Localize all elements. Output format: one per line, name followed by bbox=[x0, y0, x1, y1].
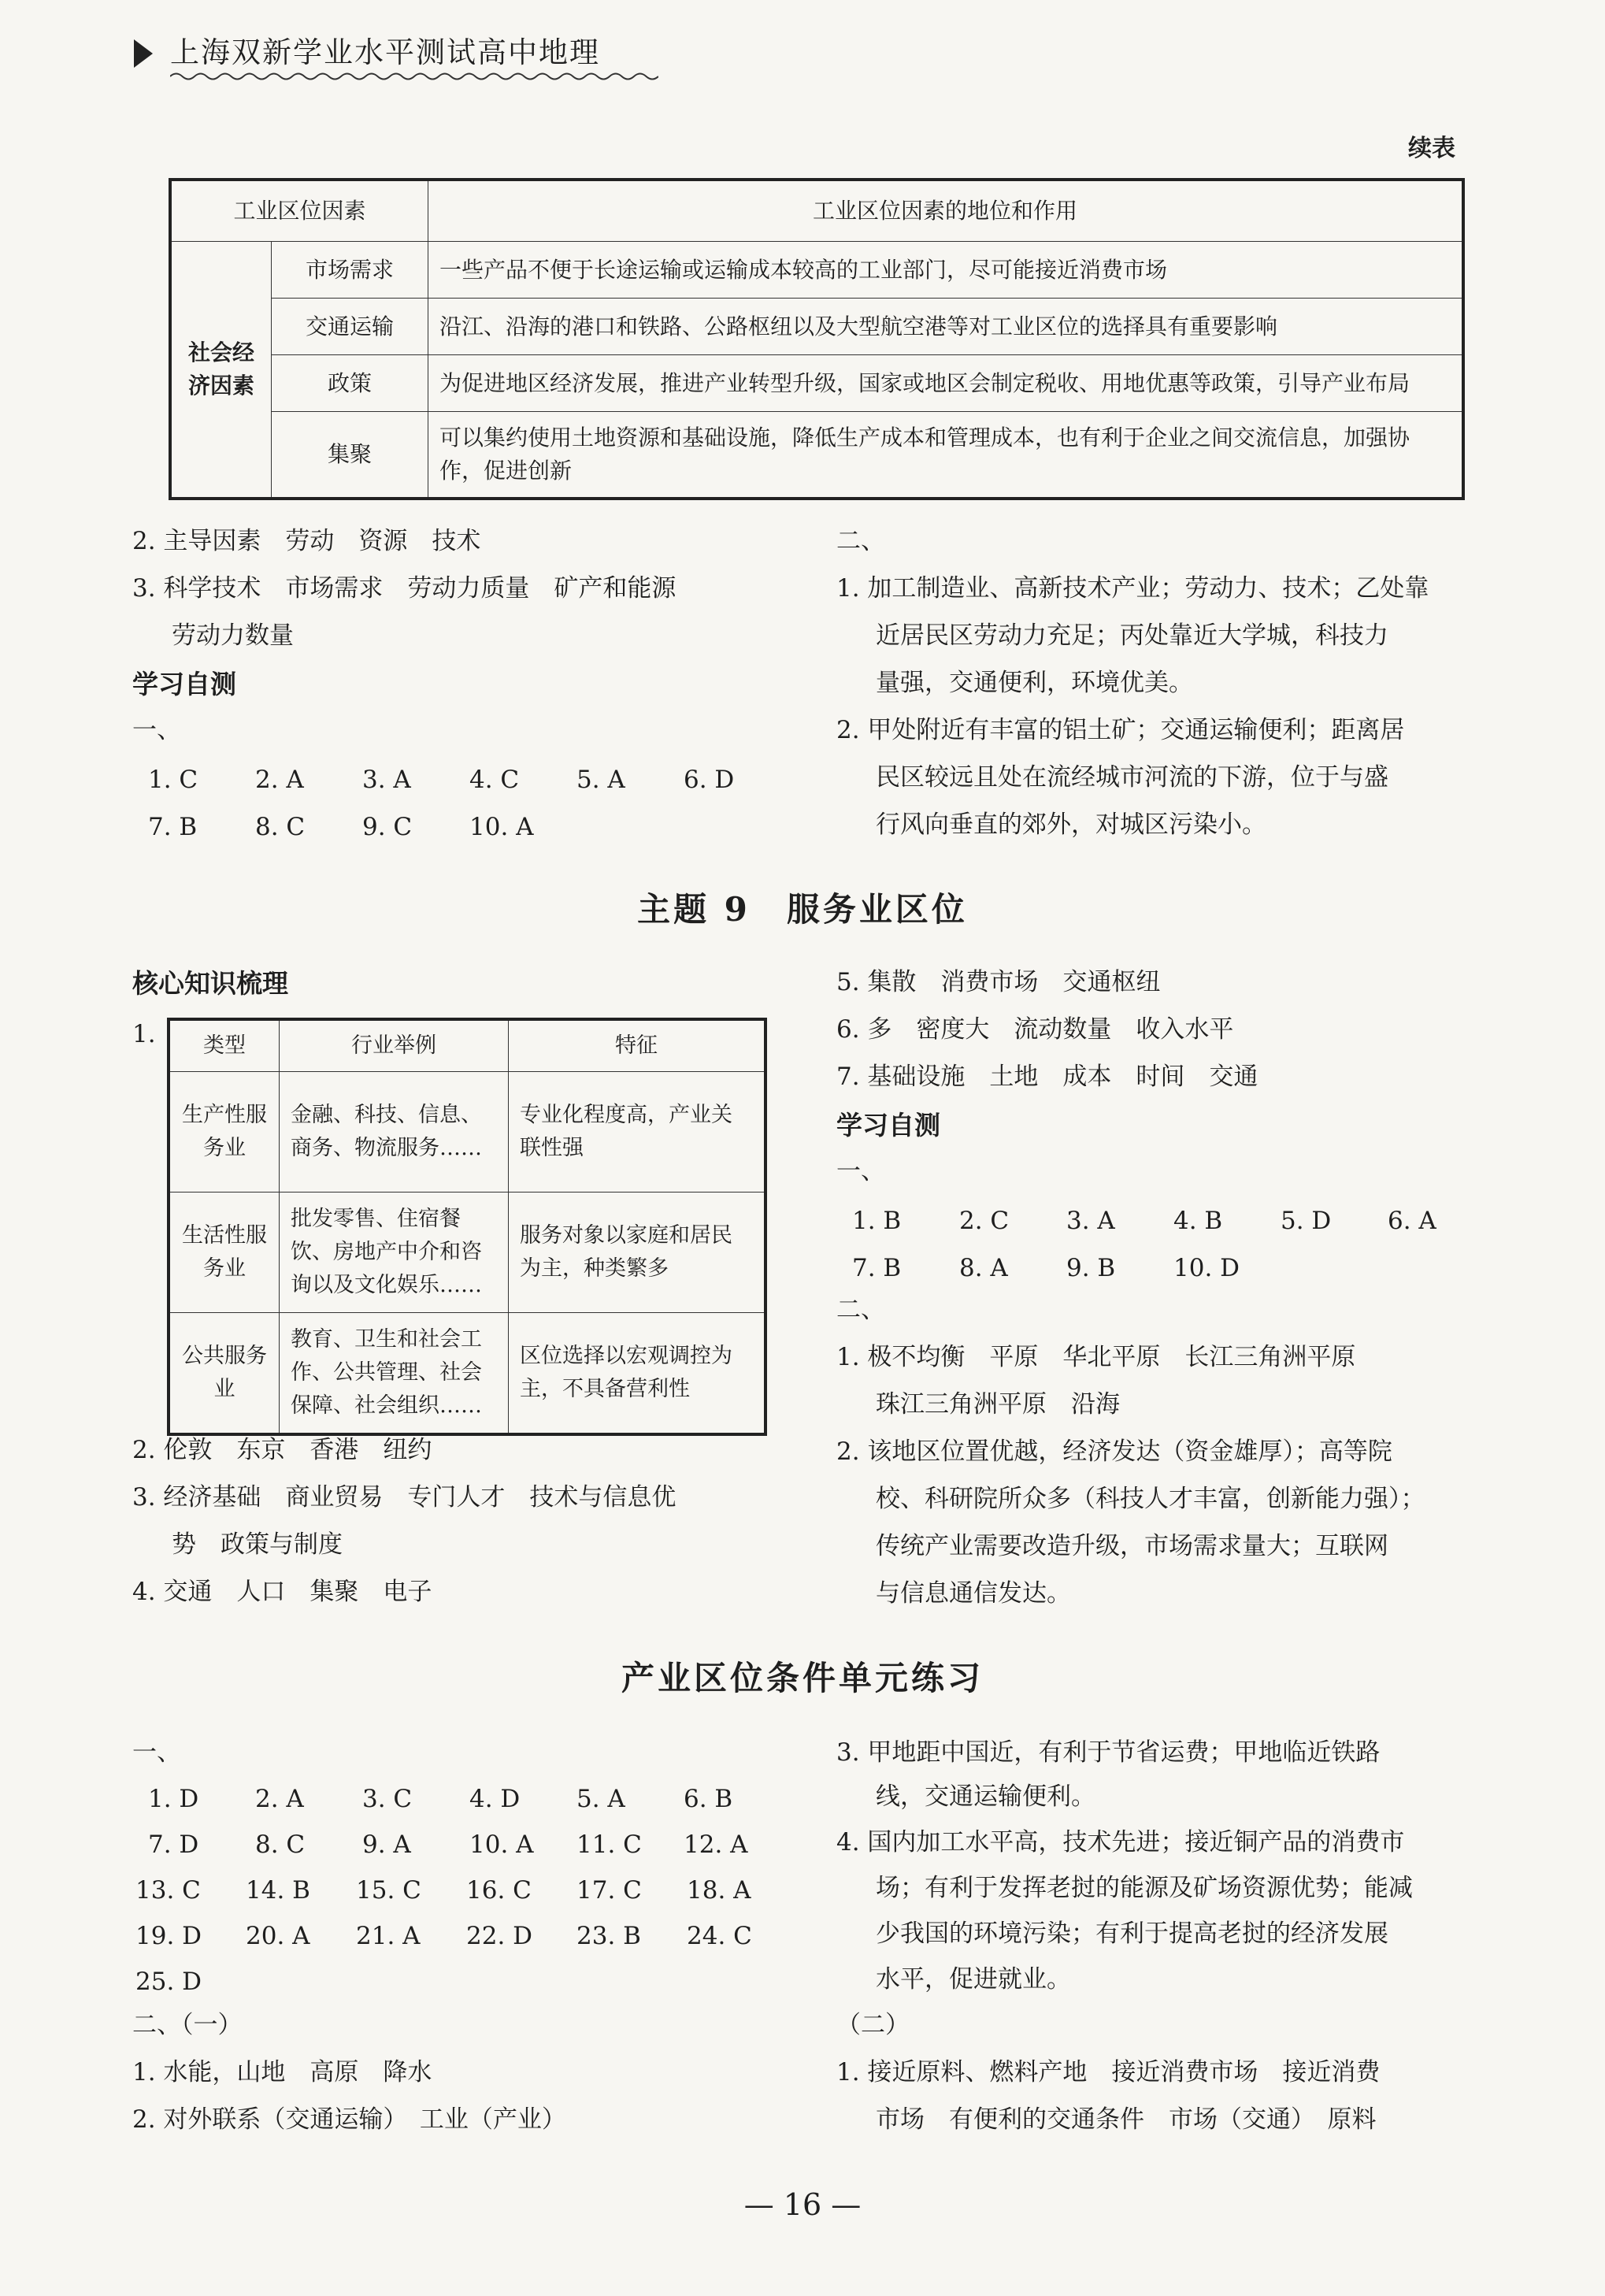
answer-line: 场；有利于发挥老挝的能源及矿场资源优势；能减 bbox=[876, 1874, 1413, 1902]
table1-header-factor: 工业区位因素 bbox=[170, 180, 428, 242]
answer-line: 与信息通信发达。 bbox=[876, 1579, 1071, 1608]
mc-answer-row bbox=[852, 1254, 1281, 1282]
table2-header-type: 类型 bbox=[169, 1019, 280, 1072]
self-test-heading: 学习自测 bbox=[836, 1110, 940, 1141]
unit-exercise-title: 产业区位条件单元练习 bbox=[621, 1659, 984, 1697]
mc-answer: 8. A bbox=[959, 1254, 1008, 1282]
table2-header-feature: 特征 bbox=[509, 1019, 766, 1072]
mc-answer-row bbox=[148, 1830, 791, 1859]
answer-line: 5. 集散 消费市场 交通枢纽 bbox=[836, 968, 1161, 996]
mc-answer: 3. A bbox=[362, 766, 411, 794]
answer-line: 1. 接近原料、燃料产地 接近消费市场 接近消费 bbox=[836, 2058, 1381, 2086]
item-number: 1. bbox=[132, 1020, 156, 1048]
answer-line: 1. 水能，山地 高原 降水 bbox=[132, 2058, 432, 2086]
mc-answer: 3. A bbox=[1066, 1207, 1115, 1235]
answer-line: 6. 多 密度大 流动数量 收入水平 bbox=[836, 1015, 1234, 1044]
answer-line: 1. 加工制造业、高新技术产业；劳动力、技术；乙处靠 bbox=[836, 574, 1429, 603]
mc-answer: 6. A bbox=[1388, 1207, 1436, 1235]
mc-answer: 25. D bbox=[135, 1968, 202, 1996]
mc-answer-row bbox=[148, 813, 576, 841]
mc-answer: 20. A bbox=[246, 1922, 310, 1950]
mc-answer: 2. A bbox=[255, 1785, 304, 1813]
mc-answer-row bbox=[852, 1207, 1495, 1235]
answer-line: 劳动力数量 bbox=[172, 621, 294, 650]
table2-header-example: 行业举例 bbox=[280, 1019, 509, 1072]
mc-answer: 4. D bbox=[469, 1785, 521, 1813]
mc-answer: 24. C bbox=[687, 1922, 752, 1950]
mc-answer: 2. C bbox=[959, 1207, 1010, 1235]
answer-line: 市场 有便利的交通条件 市场（交通） 原料 bbox=[876, 2105, 1377, 2134]
theme9-title: 主题 9 服务业区位 bbox=[637, 890, 968, 929]
answer-line: 1. 极不均衡 平原 华北平原 长江三角洲平原 bbox=[836, 1343, 1356, 1371]
table1-factor: 政策 bbox=[272, 355, 428, 412]
mc-answer: 9. A bbox=[362, 1830, 411, 1859]
answer-line: 2. 伦敦 东京 香港 纽约 bbox=[132, 1436, 432, 1464]
answer-line: 少我国的环境污染；有利于提高老挝的经济发展 bbox=[876, 1920, 1388, 1948]
mc-answer-row bbox=[135, 1922, 797, 1950]
answer-line: 传统产业需要改造升级，市场需求量大；互联网 bbox=[876, 1532, 1388, 1560]
mc-answer: 9. C bbox=[362, 813, 413, 841]
mc-answer: 5. A bbox=[576, 766, 625, 794]
mc-answer: 12. A bbox=[684, 1830, 748, 1859]
table2-feature: 专业化程度高，产业关联性强 bbox=[509, 1072, 766, 1193]
mc-answer-row bbox=[135, 1876, 797, 1905]
table1-desc: 可以集约使用土地资源和基础设施，降低生产成本和管理成本，也有利于企业之间交流信息，加强协作，促进创新 bbox=[428, 412, 1464, 499]
answer-line: 3. 科学技术 市场需求 劳动力质量 矿产和能源 bbox=[132, 574, 676, 603]
header-arrow-icon bbox=[134, 39, 153, 68]
mc-answer: 6. B bbox=[684, 1785, 733, 1813]
answer-line: 4. 交通 人口 集聚 电子 bbox=[132, 1578, 432, 1606]
answer-line: 2. 甲处附近有丰富的铝土矿；交通运输便利；距离居 bbox=[836, 716, 1405, 744]
answer-line: 水平，促进就业。 bbox=[876, 1965, 1071, 1994]
answer-line: 近居民区劳动力充足；丙处靠近大学城，科技力 bbox=[876, 621, 1388, 650]
mc-answer: 10. D bbox=[1173, 1254, 1240, 1282]
mc-answer: 10. A bbox=[469, 1830, 534, 1859]
mc-answer: 5. A bbox=[576, 1785, 625, 1813]
mc-answer-row bbox=[135, 1968, 246, 1996]
running-header-title: 上海双新学业水平测试高中地理 bbox=[170, 35, 600, 69]
mc-answer: 14. B bbox=[246, 1876, 310, 1905]
mc-answer-row bbox=[148, 766, 791, 794]
mc-answer: 4. C bbox=[469, 766, 520, 794]
mc-answer: 8. C bbox=[255, 813, 306, 841]
mc-answer: 21. A bbox=[356, 1922, 421, 1950]
table1-desc: 为促进地区经济发展，推进产业转型升级，国家或地区会制定税收、用地优惠等政策，引导产业布局 bbox=[428, 355, 1464, 412]
mc-answer: 1. B bbox=[852, 1207, 902, 1235]
answer-line: 珠江三角洲平原 沿海 bbox=[876, 1390, 1120, 1419]
answer-line: 校、科研院所众多（科技人才丰富，创新能力强）； bbox=[876, 1485, 1425, 1513]
answer-line: 2. 该地区位置优越，经济发达（资金雄厚）；高等院 bbox=[836, 1437, 1392, 1466]
table1-factor: 市场需求 bbox=[272, 242, 428, 299]
table1-factor: 交通运输 bbox=[272, 299, 428, 355]
continued-table-label: 续表 bbox=[1408, 135, 1455, 162]
mc-answer: 7. B bbox=[148, 813, 198, 841]
table1-factor: 集聚 bbox=[272, 412, 428, 499]
mc-answer: 18. A bbox=[687, 1876, 751, 1905]
section-marker: 一、 bbox=[132, 716, 181, 744]
answer-line: 2. 对外联系（交通运输） 工业（产业） bbox=[132, 2105, 566, 2134]
mc-answer: 6. D bbox=[684, 766, 735, 794]
answer-line: 量强，交通便利，环境优美。 bbox=[876, 669, 1193, 697]
mc-answer: 22. D bbox=[466, 1922, 533, 1950]
mc-answer: 2. A bbox=[255, 766, 304, 794]
mc-answer: 1. D bbox=[148, 1785, 199, 1813]
mc-answer: 7. B bbox=[852, 1254, 902, 1282]
mc-answer: 1. C bbox=[148, 766, 198, 794]
table2-example: 批发零售、住宿餐饮、房地产中介和咨询以及文化娱乐…… bbox=[280, 1193, 509, 1313]
answer-line: 3. 甲地距中国近，有利于节省运费；甲地临近铁路 bbox=[836, 1738, 1381, 1767]
mc-answer: 23. B bbox=[576, 1922, 641, 1950]
service-industry-table bbox=[167, 1018, 767, 1436]
mc-answer: 11. C bbox=[576, 1830, 642, 1859]
mc-answer: 19. D bbox=[135, 1922, 202, 1950]
mc-answer: 10. A bbox=[469, 813, 534, 841]
answer-line: 4. 国内加工水平高，技术先进；接近铜产品的消费市 bbox=[836, 1828, 1405, 1856]
answer-line: 线，交通运输便利。 bbox=[876, 1782, 1095, 1811]
table1-group-social-economic: 社会经济因素 bbox=[170, 242, 272, 499]
mc-answer: 3. C bbox=[362, 1785, 413, 1813]
mc-answer: 17. C bbox=[576, 1876, 642, 1905]
answer-line: 7. 基础设施 土地 成本 时间 交通 bbox=[836, 1063, 1258, 1091]
header-wavy-underline bbox=[170, 71, 658, 82]
table2-type: 生产性服务业 bbox=[169, 1072, 280, 1193]
answer-line: 势 政策与制度 bbox=[172, 1530, 343, 1559]
core-knowledge-heading: 核心知识梳理 bbox=[132, 968, 288, 999]
mc-answer: 7. D bbox=[148, 1830, 199, 1859]
answer-line: 2. 主导因素 劳动 资源 技术 bbox=[132, 527, 481, 555]
mc-answer: 9. B bbox=[1066, 1254, 1116, 1282]
table2-example: 金融、科技、信息、商务、物流服务…… bbox=[280, 1072, 509, 1193]
self-test-heading: 学习自测 bbox=[132, 669, 236, 699]
section-marker: 一、 bbox=[132, 1738, 181, 1767]
table2-example: 教育、卫生和社会工作、公共管理、社会保障、社会组织…… bbox=[280, 1313, 509, 1435]
answer-line: 3. 经济基础 商业贸易 专门人才 技术与信息优 bbox=[132, 1483, 676, 1512]
section-marker: （二） bbox=[836, 2011, 910, 2039]
table2-type: 公共服务业 bbox=[169, 1313, 280, 1435]
answer-line: 行风向垂直的郊外，对城区污染小。 bbox=[876, 810, 1266, 839]
section-marker: 二、 bbox=[836, 1296, 885, 1324]
industrial-location-table bbox=[169, 178, 1465, 500]
section-marker: 二、（一） bbox=[132, 2011, 243, 2039]
section-marker: 一、 bbox=[836, 1157, 885, 1185]
page-number: — 16 — bbox=[743, 2187, 862, 2222]
mc-answer: 15. C bbox=[356, 1876, 421, 1905]
section-marker: 二、 bbox=[836, 527, 885, 555]
mc-answer: 8. C bbox=[255, 1830, 306, 1859]
mc-answer: 5. D bbox=[1281, 1207, 1332, 1235]
table2-feature: 区位选择以宏观调控为主，不具备营利性 bbox=[509, 1313, 766, 1435]
table1-desc: 一些产品不便于长途运输或运输成本较高的工业部门，尽可能接近消费市场 bbox=[428, 242, 1464, 299]
mc-answer: 16. C bbox=[466, 1876, 532, 1905]
table1-header-role: 工业区位因素的地位和作用 bbox=[428, 180, 1464, 242]
table2-feature: 服务对象以家庭和居民为主，种类繁多 bbox=[509, 1193, 766, 1313]
mc-answer-row bbox=[148, 1785, 791, 1813]
mc-answer: 13. C bbox=[135, 1876, 201, 1905]
mc-answer: 4. B bbox=[1173, 1207, 1223, 1235]
answer-line: 民区较远且处在流经城市河流的下游，位于与盛 bbox=[876, 763, 1388, 792]
table1-desc: 沿江、沿海的港口和铁路、公路枢纽以及大型航空港等对工业区位的选择具有重要影响 bbox=[428, 299, 1464, 355]
table2-type: 生活性服务业 bbox=[169, 1193, 280, 1313]
